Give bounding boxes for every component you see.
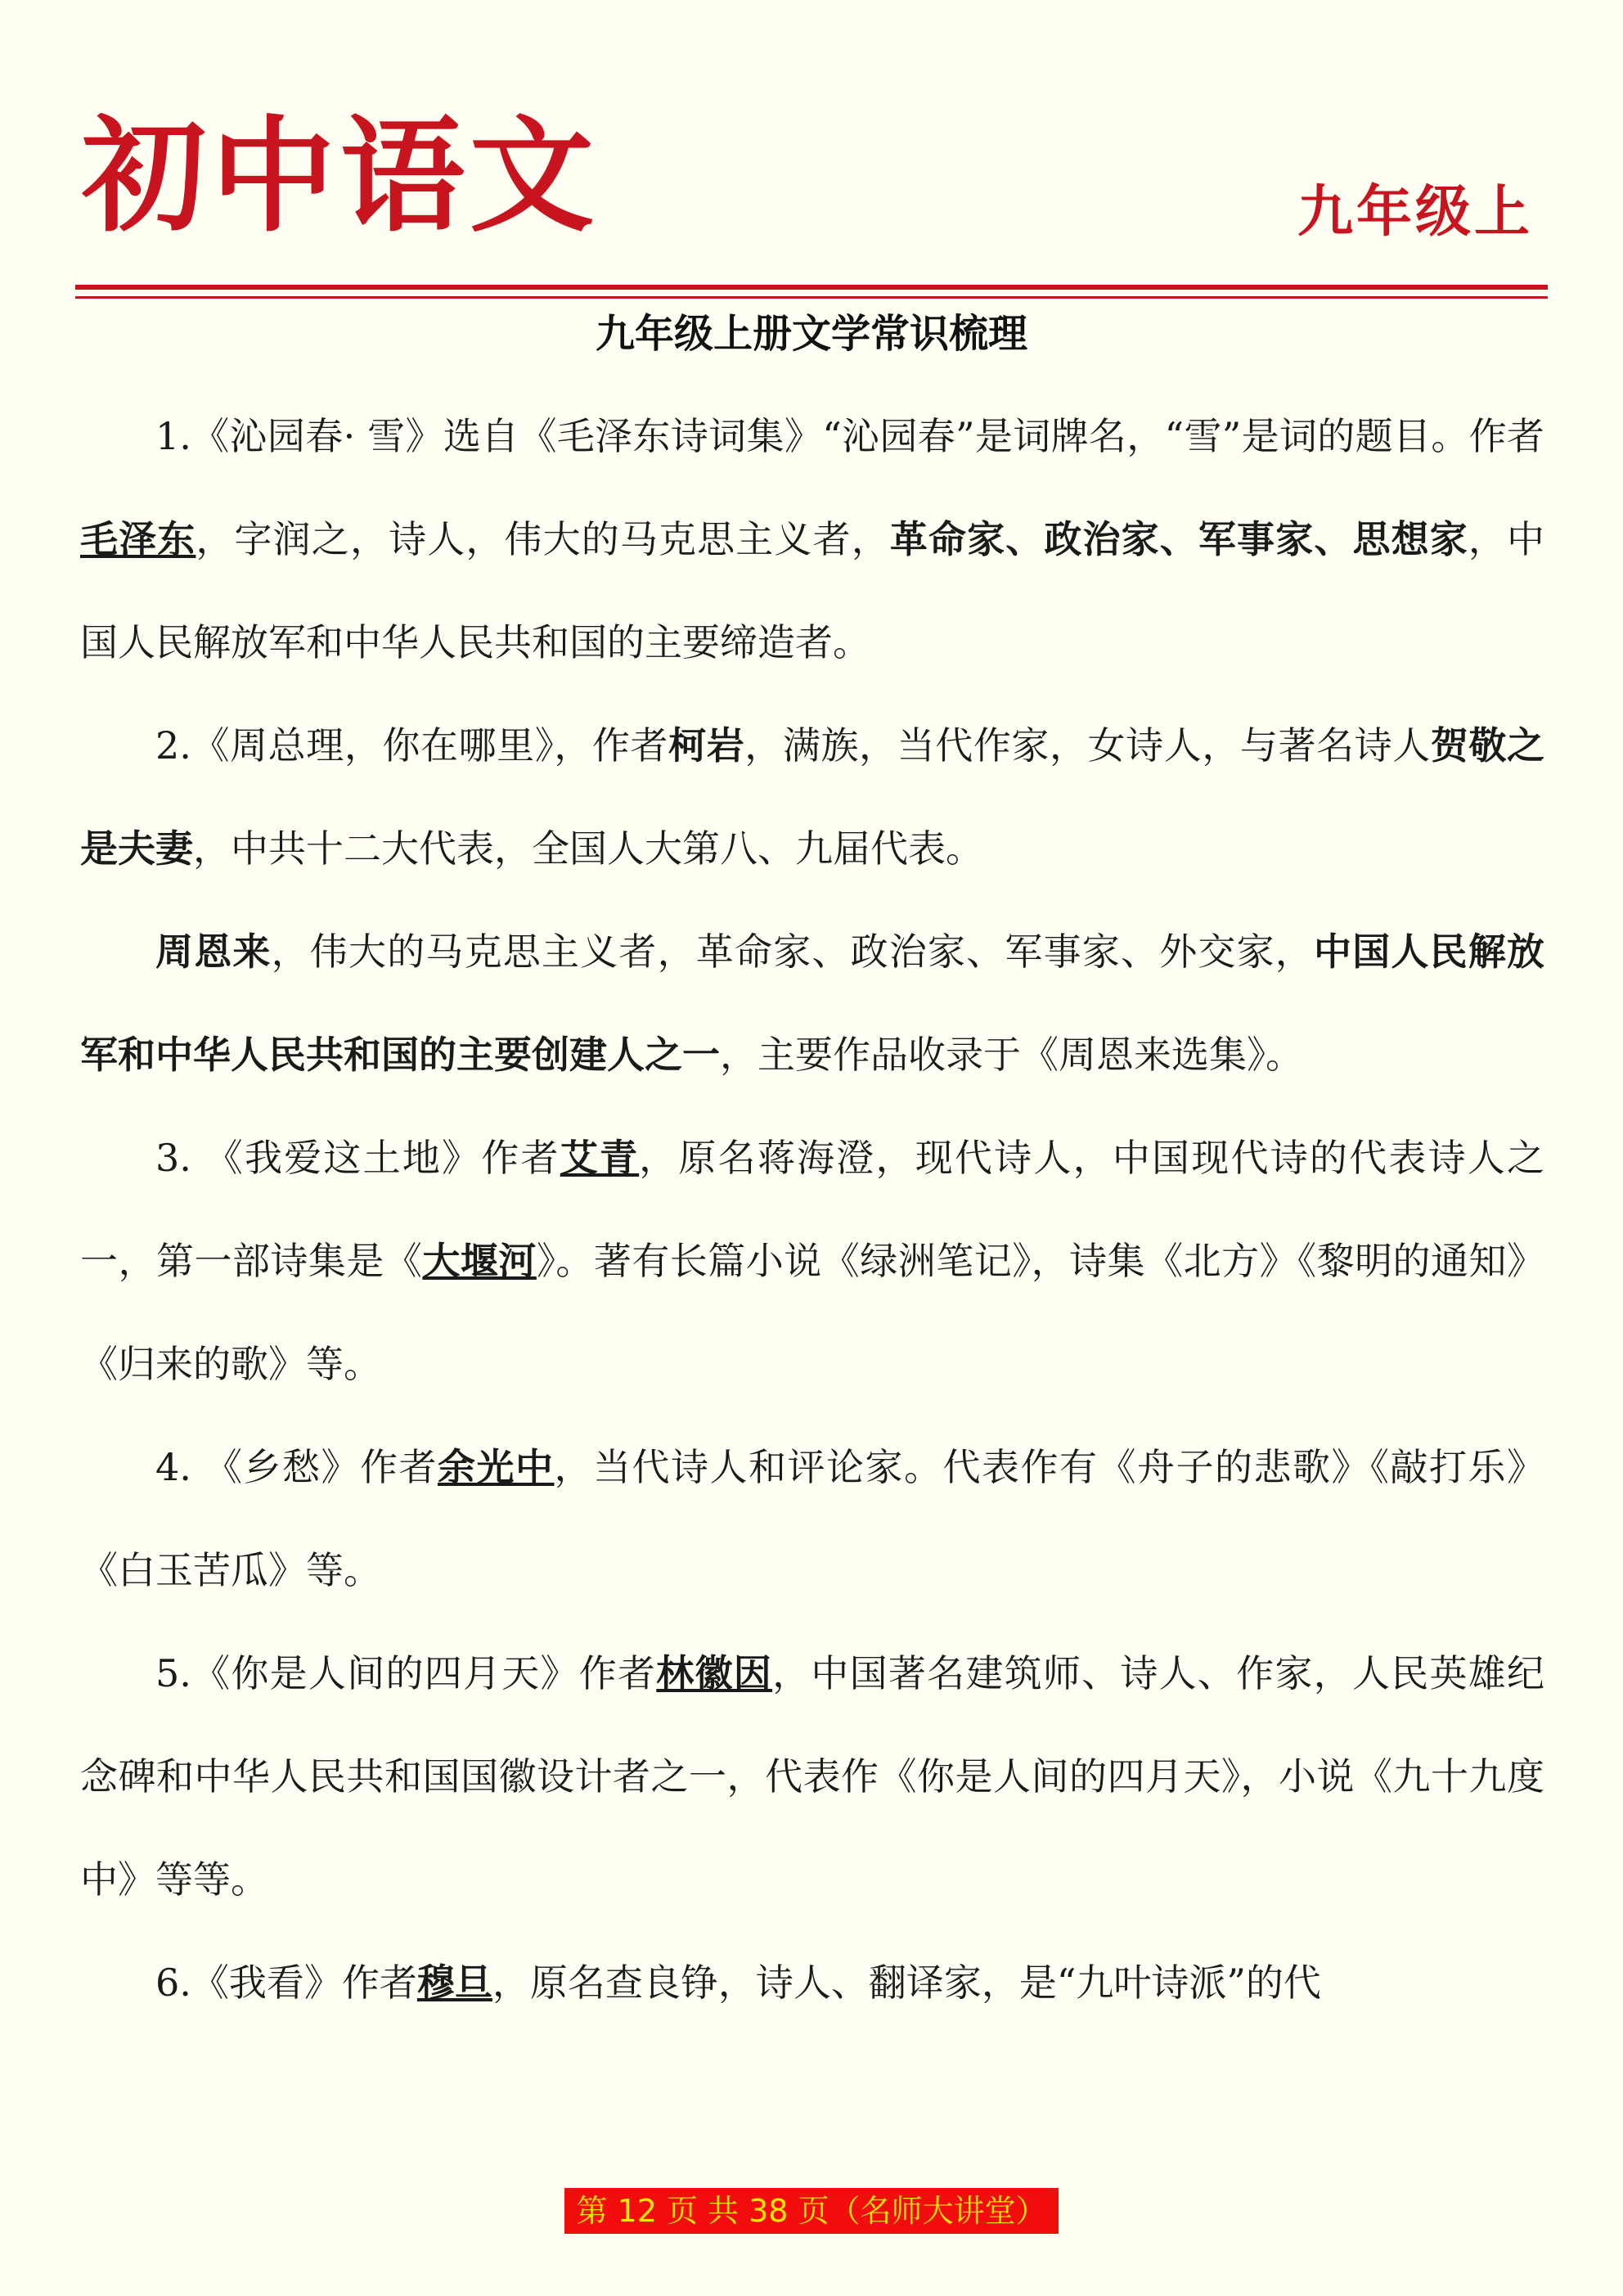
page-number-badge: 第 12 页 共 38 页（名师大讲堂） xyxy=(564,2188,1058,2234)
text-run: 6.《我看》作者 xyxy=(155,1961,417,2005)
key-name-underlined: 艾青 xyxy=(560,1136,640,1180)
paragraph xyxy=(80,385,1544,694)
key-term-bold: 周恩来 xyxy=(155,930,272,974)
paragraph xyxy=(80,694,1544,900)
key-term-bold: 贺敬之是夫妻 xyxy=(80,723,1545,871)
key-term-bold: 中国人民解放军和中华人民共和国的主要创建人之一 xyxy=(80,930,1545,1077)
page-footer xyxy=(0,2188,1623,2234)
text-run: ，原名蒋海澄，现代诗人，中国现代诗的代表诗人之一，第一部诗集是《 xyxy=(80,1136,1545,1283)
subject-title: 初中语文 xyxy=(82,104,599,249)
paragraph xyxy=(80,1416,1544,1622)
key-term-bold: 柯岩 xyxy=(668,723,745,768)
key-name-underlined: 大堰河 xyxy=(422,1239,537,1283)
text-run: ，中国著名建筑师、诗人、作家，人民英雄纪念碑和中华人民共和国国徽设计者之一，代表作《你是人间的四月天》，小说《九十九度中》等等。 xyxy=(80,1651,1545,1902)
text-run: ，主要作品收录于《周恩来选集》。 xyxy=(720,1033,1303,1077)
text-run: ，中共十二大代表，全国人大第八、九届代表。 xyxy=(193,826,983,871)
paragraph xyxy=(80,1931,1544,2034)
text-run: ，伟大的马克思主义者，革命家、政治家、军事家、外交家， xyxy=(271,930,1315,974)
key-name-underlined: 余光中 xyxy=(438,1445,555,1489)
text-run: ，当代诗人和评论家。代表作有《舟子的悲歌》《敲打乐》《白玉苦瓜》等。 xyxy=(80,1445,1545,1592)
page-header xyxy=(0,0,1623,303)
key-name-underlined: 林徽因 xyxy=(656,1651,773,1695)
header-rule-thick xyxy=(75,285,1548,290)
text-run: ，满族，当代作家，女诗人，与著名诗人 xyxy=(744,723,1431,768)
text-run: 3. 《我爱这土地》作者 xyxy=(155,1136,560,1180)
key-term-bold: 革命家、政治家、军事家、思想家 xyxy=(889,517,1468,561)
paragraph xyxy=(80,1106,1544,1416)
header-rule-thin xyxy=(75,296,1548,299)
text-run: 》。著有长篇小说《绿洲笔记》，诗集《北方》《黎明的通知》《归来的歌》等。 xyxy=(80,1239,1545,1386)
text-run: 1.《沁园春· 雪》选自《毛泽东诗词集》“沁园春”是词牌名，“雪”是词的题目。作者 xyxy=(155,414,1544,458)
grade-label: 九年级上 xyxy=(1297,180,1533,245)
text-run: 2.《周总理，你在哪里》，作者 xyxy=(155,723,669,768)
section-heading: 九年级上册文学常识梳理 xyxy=(595,311,1027,357)
paragraph xyxy=(80,900,1544,1106)
paragraph xyxy=(80,1622,1544,1931)
text-run: ，字润之，诗人，伟大的马克思主义者， xyxy=(196,517,890,561)
document-body xyxy=(80,385,1544,2034)
text-run: 4. 《乡愁》作者 xyxy=(155,1445,438,1489)
text-run: ，原名查良铮，诗人、翻译家，是“九叶诗派”的代 xyxy=(492,1961,1321,2005)
key-name-underlined: 毛泽东 xyxy=(80,517,196,561)
key-name-underlined: 穆旦 xyxy=(416,1961,492,2005)
text-run: ，中国人民解放军和中华人民共和国的主要缔造者。 xyxy=(80,517,1545,664)
text-run: 5.《你是人间的四月天》作者 xyxy=(155,1651,657,1695)
